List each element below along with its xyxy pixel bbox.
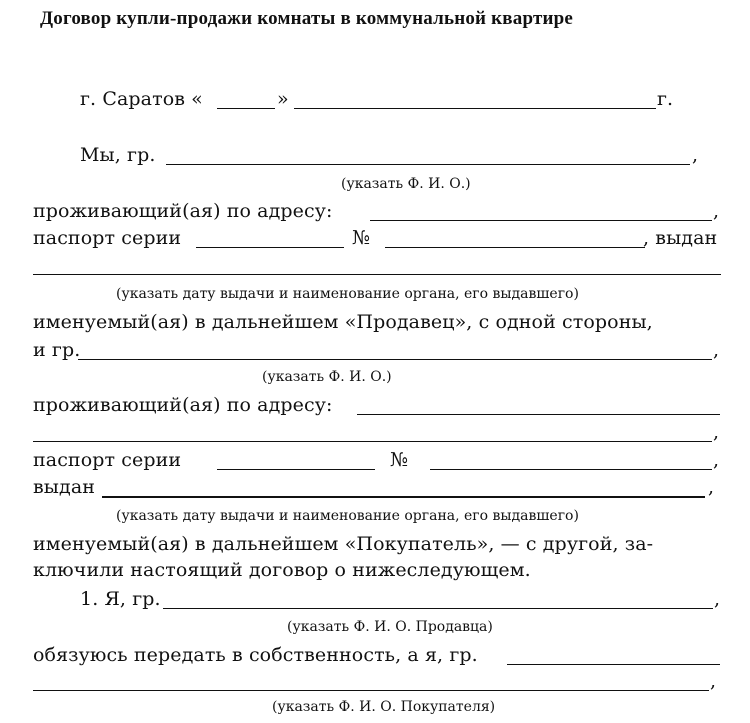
city-label: г. Саратов « [80, 88, 203, 110]
document-title: Договор купли-продажи комнаты в коммунальной квартире [40, 8, 574, 29]
passport-series-blank[interactable] [196, 247, 344, 248]
hint-passport-issue-2: (указать дату выдачи и наименование органа, его выдавшего) [116, 508, 579, 524]
clause-1-buyer-blank[interactable] [507, 664, 720, 665]
passport-number-blank[interactable] [385, 247, 645, 248]
hint-buyer: (указать Ф. И. О. Покупателя) [272, 699, 496, 715]
address-label: проживающий(ая) по адресу: [33, 200, 333, 222]
and-citizen-label: и гр. [33, 339, 81, 361]
we-citizen-label: Мы, гр. [80, 144, 156, 166]
hint-seller: (указать Ф. И. О. Продавца) [287, 619, 493, 635]
month-year-blank[interactable] [294, 108, 656, 109]
seller-address-blank[interactable] [370, 220, 712, 221]
passport-issued-blank-2[interactable] [102, 496, 705, 498]
passport-series-label: паспорт серии [33, 227, 182, 249]
comma: , [713, 421, 720, 443]
buyer-address-blank[interactable] [357, 414, 720, 415]
comma: , [710, 670, 717, 692]
issued-by-label: , выдан [643, 227, 718, 249]
year-suffix: г. [657, 88, 674, 110]
comma: , [713, 339, 720, 361]
clause-1-seller-blank[interactable] [163, 608, 713, 609]
seller-named-text: именуемый(ая) в дальнейшем «Продавец», с одной стороны, [33, 311, 653, 333]
buyer-named-text: именуемый(ая) в дальнейшем «Покупатель», — с другой, за- [33, 533, 654, 555]
concluded-text: ключили настоящий договор о нижеследующем. [33, 559, 531, 581]
seller-name-blank[interactable] [166, 164, 690, 165]
clause-1-text: 1. Я, гр. [80, 588, 161, 610]
obligation-text: обязуюсь передать в собственность, а я, гр. [33, 644, 478, 666]
passport-series-blank-2[interactable] [217, 469, 375, 470]
quote-close: » [277, 88, 289, 110]
address-label-2: проживающий(ая) по адресу: [33, 394, 333, 416]
number-sign: № [352, 227, 371, 249]
hint-fio: (указать Ф. И. О.) [341, 176, 471, 192]
issued-label: выдан [33, 476, 96, 498]
hint-fio-2: (указать Ф. И. О.) [262, 369, 392, 385]
comma: , [692, 144, 699, 166]
buyer-name-blank[interactable] [78, 359, 712, 360]
hint-passport-issue: (указать дату выдачи и наименование органа, его выдавшего) [116, 286, 579, 302]
comma: , [708, 476, 715, 498]
day-blank[interactable] [217, 108, 275, 109]
passport-issued-blank[interactable] [33, 274, 721, 275]
clause-1-buyer-blank-2[interactable] [33, 690, 709, 691]
comma: , [714, 588, 721, 610]
comma: , [713, 449, 720, 471]
number-sign-2: № [390, 449, 409, 471]
comma: , [713, 200, 720, 222]
buyer-address-blank-2[interactable] [33, 441, 712, 442]
passport-series-label-2: паспорт серии [33, 449, 182, 471]
passport-number-blank-2[interactable] [430, 469, 712, 470]
